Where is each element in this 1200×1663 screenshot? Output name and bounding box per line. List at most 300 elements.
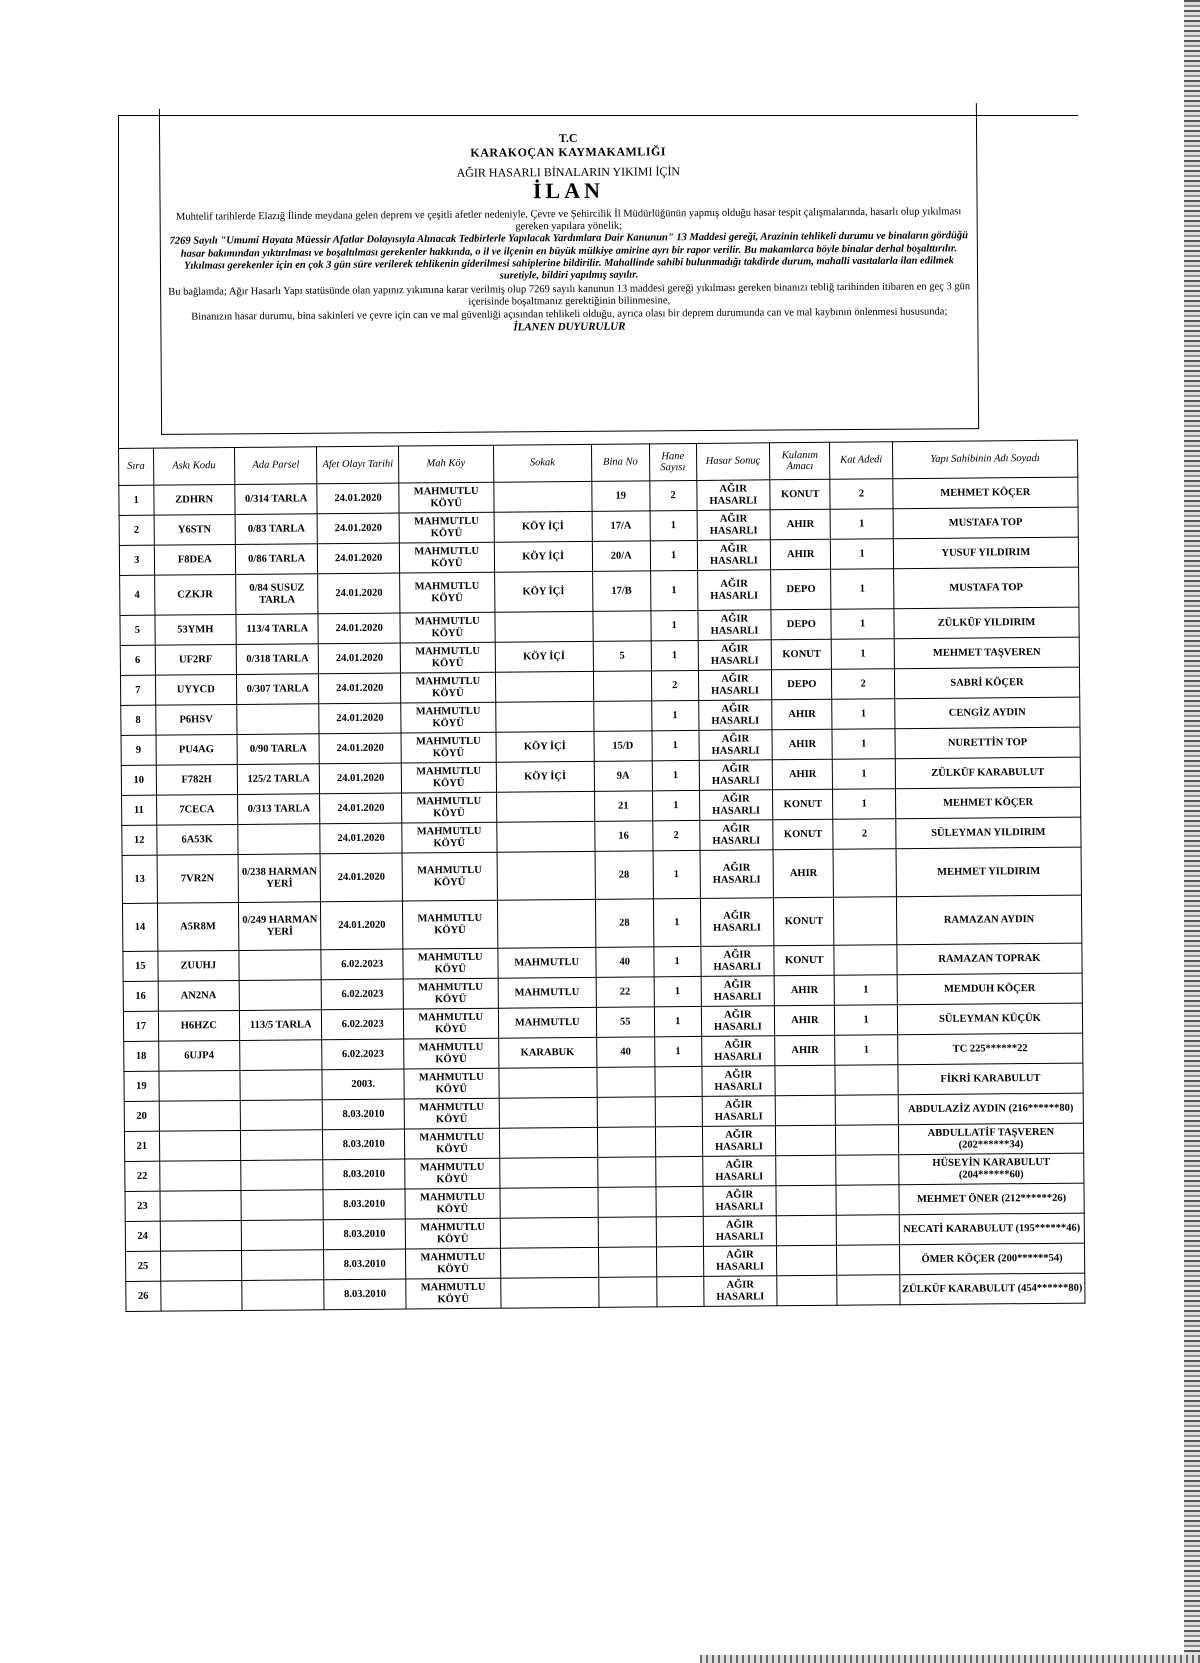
cell-sira: 6 bbox=[120, 645, 155, 675]
cell-yapi-sahibi: ABDULLATİF TAŞVEREN (202******34) bbox=[898, 1123, 1083, 1155]
cell-sira: 15 bbox=[123, 951, 158, 981]
cell-sokak bbox=[497, 899, 596, 948]
cell-sokak bbox=[499, 1157, 597, 1188]
cell-sokak bbox=[500, 1247, 598, 1278]
cell-kat-adedi bbox=[836, 1125, 899, 1156]
cell-hasar-sonuc: AĞIR HASARLI bbox=[699, 820, 773, 851]
announcement-document bbox=[118, 115, 1083, 1305]
cell-aski-kodu: 53YMH bbox=[155, 614, 237, 645]
cell-kat-adedi: 2 bbox=[833, 819, 896, 850]
cell-afet-tarihi: 6.02.2023 bbox=[322, 1039, 404, 1070]
col-header-yapi-sahibi: Yapı Sahibinin Adı Soyadı bbox=[892, 440, 1078, 479]
cell-hane-sayisi: 1 bbox=[651, 700, 698, 730]
cell-aski-kodu: A5R8M bbox=[157, 902, 239, 951]
cell-yapi-sahibi: FİKRİ KARABULUT bbox=[898, 1063, 1083, 1095]
cell-hane-sayisi: 1 bbox=[650, 540, 697, 570]
cell-aski-kodu bbox=[160, 1250, 242, 1281]
cell-afet-tarihi: 24.01.2020 bbox=[318, 543, 400, 574]
cell-sira: 9 bbox=[121, 735, 156, 765]
cell-afet-tarihi: 2003. bbox=[322, 1069, 404, 1100]
cell-hasar-sonuc: AĞIR HASARLI bbox=[698, 670, 772, 701]
cell-mah-koy: MAHMUTLU KÖYÜ bbox=[403, 1008, 498, 1039]
cell-kullanim-amaci: AHIR bbox=[774, 975, 834, 1006]
cell-aski-kodu: ZUUHJ bbox=[157, 950, 239, 981]
cell-bina-no bbox=[598, 1247, 656, 1278]
cell-kat-adedi: 1 bbox=[833, 789, 896, 820]
cell-sokak bbox=[500, 1217, 598, 1248]
cell-mah-koy: MAHMUTLU KÖYÜ bbox=[401, 732, 496, 763]
cell-kullanim-amaci bbox=[777, 1275, 837, 1306]
authority-heading: KARAKOÇAN KAYMAKAMLIĞI bbox=[470, 144, 667, 160]
cell-yapi-sahibi: NURETTİN TOP bbox=[895, 727, 1080, 759]
cell-kat-adedi: 1 bbox=[832, 699, 895, 730]
cell-aski-kodu: F8DEA bbox=[154, 544, 236, 575]
cell-aski-kodu: P6HSV bbox=[155, 704, 237, 735]
cell-bina-no: 15/D bbox=[594, 731, 652, 762]
cell-yapi-sahibi: MEHMET ÖNER (212******26) bbox=[899, 1183, 1084, 1215]
cell-mah-koy: MAHMUTLU KÖYÜ bbox=[399, 482, 494, 513]
cell-kullanim-amaci bbox=[775, 1095, 835, 1126]
cell-hasar-sonuc: AĞIR HASARLI bbox=[703, 1276, 777, 1307]
cell-sokak: KÖY İÇİ bbox=[495, 641, 593, 672]
cell-sokak: KÖY İÇİ bbox=[496, 731, 594, 762]
cell-sokak bbox=[496, 821, 594, 852]
cell-yapi-sahibi: MEHMET KÖÇER bbox=[893, 477, 1078, 509]
cell-mah-koy: MAHMUTLU KÖYÜ bbox=[399, 512, 494, 543]
col-header-sokak: Sokak bbox=[493, 444, 591, 482]
cell-ada-parsel: 0/238 HARMAN YERİ bbox=[238, 854, 321, 903]
cell-hane-sayisi bbox=[656, 1216, 703, 1246]
cell-bina-no: 16 bbox=[595, 821, 653, 852]
cell-yapi-sahibi: HÜSEYİN KARABULUT (204******60) bbox=[899, 1153, 1084, 1185]
cell-bina-no bbox=[597, 1157, 655, 1188]
cell-bina-no bbox=[597, 1097, 655, 1128]
cell-sira: 10 bbox=[121, 765, 156, 795]
cell-bina-no: 55 bbox=[596, 1007, 654, 1038]
cell-sokak bbox=[500, 1187, 598, 1218]
cell-ada-parsel: 0/318 TARLA bbox=[236, 644, 319, 675]
cell-yapi-sahibi: SÜLEYMAN KÜÇÜK bbox=[897, 1003, 1082, 1035]
cell-sira: 14 bbox=[122, 903, 157, 951]
cell-sokak bbox=[495, 611, 593, 642]
cell-kat-adedi: 1 bbox=[832, 729, 895, 760]
cell-kullanim-amaci: AHIR bbox=[772, 699, 832, 730]
cell-mah-koy: MAHMUTLU KÖYÜ bbox=[405, 1188, 500, 1219]
cell-hasar-sonuc: AĞIR HASARLI bbox=[702, 1096, 776, 1127]
cell-ada-parsel bbox=[240, 1070, 323, 1101]
cell-mah-koy: MAHMUTLU KÖYÜ bbox=[405, 1248, 500, 1279]
cell-bina-no: 40 bbox=[596, 1037, 654, 1068]
cell-kullanim-amaci: AHIR bbox=[772, 729, 832, 760]
cell-hasar-sonuc: AĞIR HASARLI bbox=[697, 510, 771, 541]
cell-kat-adedi: 1 bbox=[831, 569, 894, 610]
cell-hane-sayisi: 1 bbox=[650, 570, 697, 610]
cell-bina-no: 40 bbox=[596, 947, 654, 978]
cell-ada-parsel: 0/249 HARMAN YERİ bbox=[238, 902, 321, 951]
cell-sira: 13 bbox=[122, 855, 157, 903]
cell-afet-tarihi: 8.03.2010 bbox=[323, 1189, 405, 1220]
cell-aski-kodu: Y6STN bbox=[154, 514, 236, 545]
cell-kat-adedi bbox=[837, 1215, 900, 1246]
cell-aski-kodu: UF2RF bbox=[155, 644, 237, 675]
cell-hasar-sonuc: AĞIR HASARLI bbox=[700, 898, 774, 947]
cell-bina-no: 19 bbox=[592, 481, 650, 512]
paragraph-4: Binanızın hasar durumu, bina sakinleri ve çevre için can ve mal güvenliği açısından tehlikeli olduğu, ayrıca olası bir deprem durumunda can ve mal kaybının önlenmesi hususunda; bbox=[191, 305, 948, 323]
col-header-kullanim-amaci: Kulanım Amacı bbox=[770, 442, 831, 480]
cell-afet-tarihi: 24.01.2020 bbox=[318, 613, 400, 644]
cell-kullanim-amaci: KONUT bbox=[771, 639, 831, 670]
cell-sira: 21 bbox=[124, 1131, 159, 1161]
cell-hane-sayisi bbox=[655, 1066, 702, 1096]
cell-ada-parsel: 0/90 TARLA bbox=[237, 734, 320, 765]
cell-hane-sayisi: 1 bbox=[654, 1006, 701, 1036]
cell-sokak bbox=[499, 1067, 597, 1098]
cell-hane-sayisi: 2 bbox=[650, 480, 697, 510]
cell-sokak: KÖY İÇİ bbox=[494, 511, 592, 542]
cell-aski-kodu: 7VR2N bbox=[157, 854, 239, 903]
cell-kullanim-amaci: KONUT bbox=[774, 945, 834, 976]
cell-hasar-sonuc: AĞIR HASARLI bbox=[698, 700, 772, 731]
cell-kullanim-amaci: AHIR bbox=[775, 1035, 835, 1066]
cell-sokak: KÖY İÇİ bbox=[496, 761, 594, 792]
cell-sokak bbox=[495, 671, 593, 702]
cell-ada-parsel bbox=[242, 1280, 325, 1311]
cell-afet-tarihi: 24.01.2020 bbox=[319, 643, 401, 674]
cell-kat-adedi: 1 bbox=[835, 1005, 898, 1036]
cell-bina-no bbox=[593, 671, 651, 702]
cell-ada-parsel: 0/83 TARLA bbox=[235, 514, 318, 545]
cell-sokak: MAHMUTLU bbox=[498, 1007, 596, 1038]
cell-mah-koy: MAHMUTLU KÖYÜ bbox=[400, 612, 495, 643]
cell-sira: 2 bbox=[119, 515, 154, 545]
cell-hane-sayisi bbox=[655, 1096, 702, 1126]
cell-ada-parsel bbox=[239, 950, 322, 981]
cell-afet-tarihi: 24.01.2020 bbox=[320, 793, 402, 824]
cell-yapi-sahibi: MUSTAFA TOP bbox=[893, 507, 1078, 539]
cell-mah-koy: MAHMUTLU KÖYÜ bbox=[402, 852, 497, 901]
cell-sira: 3 bbox=[119, 545, 154, 575]
cell-aski-kodu bbox=[159, 1100, 241, 1131]
cell-aski-kodu bbox=[160, 1280, 242, 1311]
cell-afet-tarihi: 24.01.2020 bbox=[317, 483, 399, 514]
cell-bina-no bbox=[597, 1127, 655, 1158]
cell-kat-adedi: 1 bbox=[831, 609, 894, 640]
cell-yapi-sahibi: MUSTAFA TOP bbox=[893, 567, 1079, 609]
cell-sokak: MAHMUTLU bbox=[498, 947, 596, 978]
cell-ada-parsel bbox=[241, 1160, 324, 1191]
cell-yapi-sahibi: ÖMER KÖÇER (200******54) bbox=[899, 1243, 1084, 1275]
cell-ada-parsel: 0/314 TARLA bbox=[235, 484, 318, 515]
cell-hane-sayisi: 1 bbox=[653, 898, 700, 946]
cell-bina-no bbox=[599, 1277, 657, 1308]
cell-yapi-sahibi: MEHMET YILDIRIM bbox=[896, 847, 1082, 897]
cell-kat-adedi bbox=[836, 1185, 899, 1216]
cell-kullanim-amaci: AHIR bbox=[770, 509, 830, 540]
cell-ada-parsel bbox=[240, 1130, 323, 1161]
cell-yapi-sahibi: ZÜLKÜF YILDIRIM bbox=[894, 607, 1079, 639]
cell-bina-no bbox=[598, 1217, 656, 1248]
cell-bina-no bbox=[593, 701, 651, 732]
paragraph-3: Bu bağlamda; Ağır Hasarlı Yapı statüsünde olan yapınız yıkımına karar verilmiş olup 7269 sayılı kanunun 13 maddesi gereği yıkılması gereken binanızı tebliğ tarihinden itibaren en geç 3 gün içerisinde boşaltmanız gerektiğinin bilinmesine, bbox=[168, 281, 971, 309]
cell-hane-sayisi bbox=[656, 1246, 703, 1276]
cell-afet-tarihi: 8.03.2010 bbox=[324, 1249, 406, 1280]
col-header-kat-adedi: Kat Adedi bbox=[830, 442, 893, 480]
cell-mah-koy: MAHMUTLU KÖYÜ bbox=[400, 642, 495, 673]
cell-yapi-sahibi: TC 225******22 bbox=[897, 1033, 1082, 1065]
header-inner-frame bbox=[159, 103, 979, 435]
cell-kullanim-amaci bbox=[775, 1065, 835, 1096]
cell-afet-tarihi: 8.03.2010 bbox=[324, 1279, 406, 1310]
cell-bina-no bbox=[593, 611, 651, 642]
cell-hasar-sonuc: AĞIR HASARLI bbox=[701, 1006, 775, 1037]
cell-afet-tarihi: 24.01.2020 bbox=[321, 853, 403, 902]
cell-sira: 26 bbox=[126, 1281, 161, 1311]
cell-mah-koy: MAHMUTLU KÖYÜ bbox=[399, 572, 494, 613]
table-body bbox=[119, 477, 1085, 1311]
closing-line: İLANEN DUYURULUR bbox=[513, 320, 626, 334]
cell-aski-kodu: 6UJP4 bbox=[158, 1040, 240, 1071]
cell-mah-koy: MAHMUTLU KÖYÜ bbox=[399, 542, 494, 573]
cell-afet-tarihi: 8.03.2010 bbox=[323, 1159, 405, 1190]
col-header-aski-kodu: Askı Kodu bbox=[153, 447, 235, 485]
cell-yapi-sahibi: YUSUF YILDIRIM bbox=[893, 537, 1078, 569]
cell-kat-adedi bbox=[833, 849, 896, 898]
cell-hane-sayisi bbox=[655, 1126, 702, 1156]
cell-kat-adedi: 1 bbox=[835, 975, 898, 1006]
cell-hane-sayisi: 1 bbox=[654, 1036, 701, 1066]
cell-yapi-sahibi: SÜLEYMAN YILDIRIM bbox=[896, 817, 1081, 849]
cell-bina-no: 22 bbox=[596, 977, 654, 1008]
cell-aski-kodu: PU4AG bbox=[156, 734, 238, 765]
cell-hane-sayisi bbox=[656, 1186, 703, 1216]
cell-bina-no: 20/A bbox=[592, 541, 650, 572]
cell-bina-no bbox=[597, 1067, 655, 1098]
col-header-ada-parsel: Ada Parsel bbox=[234, 447, 317, 485]
cell-mah-koy: MAHMUTLU KÖYÜ bbox=[401, 702, 496, 733]
cell-kat-adedi: 1 bbox=[832, 639, 895, 670]
cell-sokak bbox=[500, 1277, 598, 1308]
cell-yapi-sahibi: RAMAZAN AYDIN bbox=[896, 895, 1082, 945]
cell-hane-sayisi: 1 bbox=[652, 790, 699, 820]
cell-sokak bbox=[496, 791, 594, 822]
cell-kullanim-amaci bbox=[776, 1125, 836, 1156]
document-title: İLAN bbox=[532, 177, 605, 204]
cell-aski-kodu bbox=[159, 1130, 241, 1161]
cell-aski-kodu bbox=[159, 1070, 241, 1101]
cell-kat-adedi: 1 bbox=[831, 539, 894, 570]
header-text bbox=[160, 128, 977, 337]
cell-mah-koy: MAHMUTLU KÖYÜ bbox=[404, 1098, 499, 1129]
cell-ada-parsel: 0/307 TARLA bbox=[236, 674, 319, 705]
cell-kat-adedi: 1 bbox=[830, 509, 893, 540]
cell-afet-tarihi: 6.02.2023 bbox=[322, 1009, 404, 1040]
cell-mah-koy: MAHMUTLU KÖYÜ bbox=[405, 1158, 500, 1189]
cell-sira: 24 bbox=[125, 1221, 160, 1251]
cell-sokak bbox=[493, 481, 591, 512]
cell-sira: 4 bbox=[120, 575, 155, 615]
cell-mah-koy: MAHMUTLU KÖYÜ bbox=[400, 672, 495, 703]
cell-bina-no: 28 bbox=[595, 899, 653, 948]
cell-yapi-sahibi: SABRİ KÖÇER bbox=[894, 667, 1079, 699]
cell-yapi-sahibi: CENGİZ AYDIN bbox=[895, 697, 1080, 729]
cell-sokak bbox=[497, 851, 596, 900]
cell-hane-sayisi bbox=[657, 1276, 704, 1306]
cell-ada-parsel bbox=[241, 1220, 324, 1251]
cell-aski-kodu: H6HZC bbox=[158, 1010, 240, 1041]
cell-kat-adedi: 2 bbox=[830, 479, 893, 510]
cell-aski-kodu bbox=[160, 1220, 242, 1251]
cell-sokak bbox=[495, 701, 593, 732]
cell-bina-no: 17/B bbox=[592, 571, 650, 612]
cell-sira: 17 bbox=[123, 1011, 158, 1041]
cell-sokak: KARABUK bbox=[498, 1037, 596, 1068]
cell-sira: 22 bbox=[125, 1161, 160, 1191]
cell-hasar-sonuc: AĞIR HASARLI bbox=[699, 730, 773, 761]
cell-sira: 5 bbox=[120, 615, 155, 645]
col-header-sira: Sıra bbox=[119, 448, 154, 485]
cell-yapi-sahibi: MEHMET KÖÇER bbox=[895, 787, 1080, 819]
col-header-afet-tarihi: Afet Olayı Tarihi bbox=[317, 446, 399, 484]
cell-aski-kodu: ZDHRN bbox=[153, 484, 235, 515]
cell-sokak: MAHMUTLU bbox=[498, 977, 596, 1008]
cell-ada-parsel bbox=[241, 1250, 324, 1281]
cell-kullanim-amaci bbox=[777, 1245, 837, 1276]
cell-mah-koy: MAHMUTLU KÖYÜ bbox=[402, 822, 497, 853]
paragraph-1: Muhtelif tarihlerde Elazığ İlinde meydana gelen deprem ve çeşitli afetler nedeniyle, Çevre ve Şehircilik İl Müdürlüğünün yapmış olduğu hasar tespit çalışmalarında, hasarlı olup yıkılması gereken yapılara yönelik; bbox=[175, 206, 962, 233]
cell-sokak bbox=[499, 1097, 597, 1128]
cell-kat-adedi bbox=[837, 1275, 900, 1306]
cell-afet-tarihi: 24.01.2020 bbox=[318, 573, 400, 614]
cell-aski-kodu bbox=[160, 1190, 242, 1221]
cell-aski-kodu: AN2NA bbox=[158, 980, 240, 1011]
cell-yapi-sahibi: MEMDUH KÖÇER bbox=[897, 973, 1082, 1005]
cell-mah-koy: MAHMUTLU KÖYÜ bbox=[404, 1128, 499, 1159]
cell-afet-tarihi: 6.02.2023 bbox=[321, 949, 403, 980]
cell-kullanim-amaci: AHIR bbox=[772, 759, 832, 790]
cell-bina-no: 9A bbox=[594, 761, 652, 792]
cell-sira: 16 bbox=[123, 981, 158, 1011]
cell-kat-adedi bbox=[834, 897, 897, 946]
table-row bbox=[122, 895, 1081, 951]
cell-kullanim-amaci: KONUT bbox=[774, 897, 835, 946]
cell-yapi-sahibi: ZÜLKÜF KARABULUT bbox=[895, 757, 1080, 789]
cell-sokak bbox=[499, 1127, 597, 1158]
cell-mah-koy: MAHMUTLU KÖYÜ bbox=[405, 1218, 500, 1249]
cell-ada-parsel: 125/2 TARLA bbox=[237, 764, 320, 795]
cell-sira: 11 bbox=[122, 795, 157, 825]
cell-hasar-sonuc: AĞIR HASARLI bbox=[702, 1126, 776, 1157]
header-frame bbox=[118, 115, 1078, 449]
cell-hasar-sonuc: AĞIR HASARLI bbox=[703, 1246, 777, 1277]
cell-kullanim-amaci bbox=[776, 1185, 836, 1216]
cell-sira: 23 bbox=[125, 1191, 160, 1221]
cell-sira: 19 bbox=[124, 1071, 159, 1101]
cell-hane-sayisi: 1 bbox=[654, 976, 701, 1006]
cell-ada-parsel bbox=[239, 980, 322, 1011]
cell-aski-kodu: CZKJR bbox=[154, 574, 236, 615]
cell-yapi-sahibi: MEHMET TAŞVEREN bbox=[894, 637, 1079, 669]
cell-hasar-sonuc: AĞIR HASARLI bbox=[701, 1066, 775, 1097]
cell-bina-no bbox=[598, 1187, 656, 1218]
cell-sira: 20 bbox=[124, 1101, 159, 1131]
cell-bina-no: 17/A bbox=[592, 511, 650, 542]
cell-kullanim-amaci: DEPO bbox=[771, 569, 832, 610]
cell-aski-kodu: UYYCD bbox=[155, 674, 237, 705]
cell-kullanim-amaci: AHIR bbox=[770, 539, 830, 570]
cell-aski-kodu bbox=[159, 1160, 241, 1191]
cell-afet-tarihi: 24.01.2020 bbox=[319, 673, 401, 704]
col-header-bina-no: Bina No bbox=[591, 444, 649, 482]
cell-ada-parsel bbox=[237, 704, 320, 735]
cell-ada-parsel: 113/5 TARLA bbox=[239, 1010, 322, 1041]
cell-kullanim-amaci bbox=[776, 1215, 836, 1246]
cell-sira: 7 bbox=[120, 675, 155, 705]
cell-mah-koy: MAHMUTLU KÖYÜ bbox=[403, 948, 498, 979]
cell-kullanim-amaci: KONUT bbox=[773, 789, 833, 820]
cell-hasar-sonuc: AĞIR HASARLI bbox=[703, 1186, 777, 1217]
cell-kullanim-amaci: KONUT bbox=[773, 819, 833, 850]
cell-hasar-sonuc: AĞIR HASARLI bbox=[703, 1216, 777, 1247]
cell-kat-adedi bbox=[837, 1245, 900, 1276]
cell-bina-no: 28 bbox=[595, 851, 653, 900]
cell-hane-sayisi: 1 bbox=[652, 730, 699, 760]
cell-afet-tarihi: 8.03.2010 bbox=[323, 1099, 405, 1130]
cell-sira: 25 bbox=[126, 1251, 161, 1281]
cell-hasar-sonuc: AĞIR HASARLI bbox=[699, 790, 773, 821]
cell-ada-parsel bbox=[238, 824, 321, 855]
cell-mah-koy: MAHMUTLU KÖYÜ bbox=[404, 1068, 499, 1099]
cell-aski-kodu: 7CECA bbox=[156, 794, 238, 825]
subtitle-heading: AĞIR HASARLI BİNALARIN YIKIMI İÇİN bbox=[456, 164, 681, 180]
cell-hane-sayisi: 1 bbox=[650, 510, 697, 540]
col-header-hane-sayisi: Hane Sayısı bbox=[649, 443, 696, 480]
table-row bbox=[122, 847, 1081, 903]
cell-sokak: KÖY İÇİ bbox=[494, 571, 592, 612]
cell-ada-parsel: 0/86 TARLA bbox=[235, 544, 318, 575]
cell-kat-adedi: 2 bbox=[832, 669, 895, 700]
cell-sira: 1 bbox=[119, 485, 154, 515]
cell-hane-sayisi bbox=[655, 1156, 702, 1186]
cell-afet-tarihi: 24.01.2020 bbox=[318, 513, 400, 544]
cell-afet-tarihi: 6.02.2023 bbox=[322, 979, 404, 1010]
col-header-hasar-sonuc: Hasar Sonuç bbox=[696, 443, 770, 481]
cell-kat-adedi bbox=[834, 945, 897, 976]
cell-kat-adedi: 1 bbox=[833, 759, 896, 790]
cell-bina-no: 21 bbox=[594, 791, 652, 822]
cell-yapi-sahibi: NECATİ KARABULUT (195******46) bbox=[899, 1213, 1084, 1245]
cell-kullanim-amaci bbox=[776, 1155, 836, 1186]
cell-hasar-sonuc: AĞIR HASARLI bbox=[701, 1036, 775, 1067]
cell-hasar-sonuc: AĞIR HASARLI bbox=[698, 610, 772, 641]
cell-hane-sayisi: 2 bbox=[651, 670, 698, 700]
building-table bbox=[118, 440, 1086, 1312]
cell-afet-tarihi: 24.01.2020 bbox=[320, 823, 402, 854]
cell-afet-tarihi: 24.01.2020 bbox=[320, 763, 402, 794]
cell-hasar-sonuc: AĞIR HASARLI bbox=[701, 976, 775, 1007]
cell-hasar-sonuc: AĞIR HASARLI bbox=[698, 640, 772, 671]
cell-ada-parsel bbox=[240, 1040, 323, 1071]
cell-kat-adedi: 1 bbox=[835, 1035, 898, 1066]
cell-ada-parsel: 0/84 SUSUZ TARLA bbox=[236, 574, 319, 615]
cell-mah-koy: MAHMUTLU KÖYÜ bbox=[403, 978, 498, 1009]
cell-hasar-sonuc: AĞIR HASARLI bbox=[702, 1156, 776, 1187]
cell-aski-kodu: F782H bbox=[156, 764, 238, 795]
cell-sokak: KÖY İÇİ bbox=[494, 541, 592, 572]
cell-yapi-sahibi: RAMAZAN TOPRAK bbox=[897, 943, 1082, 975]
cell-afet-tarihi: 24.01.2020 bbox=[319, 733, 401, 764]
tc-heading: T.C bbox=[558, 130, 578, 146]
cell-afet-tarihi: 8.03.2010 bbox=[323, 1129, 405, 1160]
